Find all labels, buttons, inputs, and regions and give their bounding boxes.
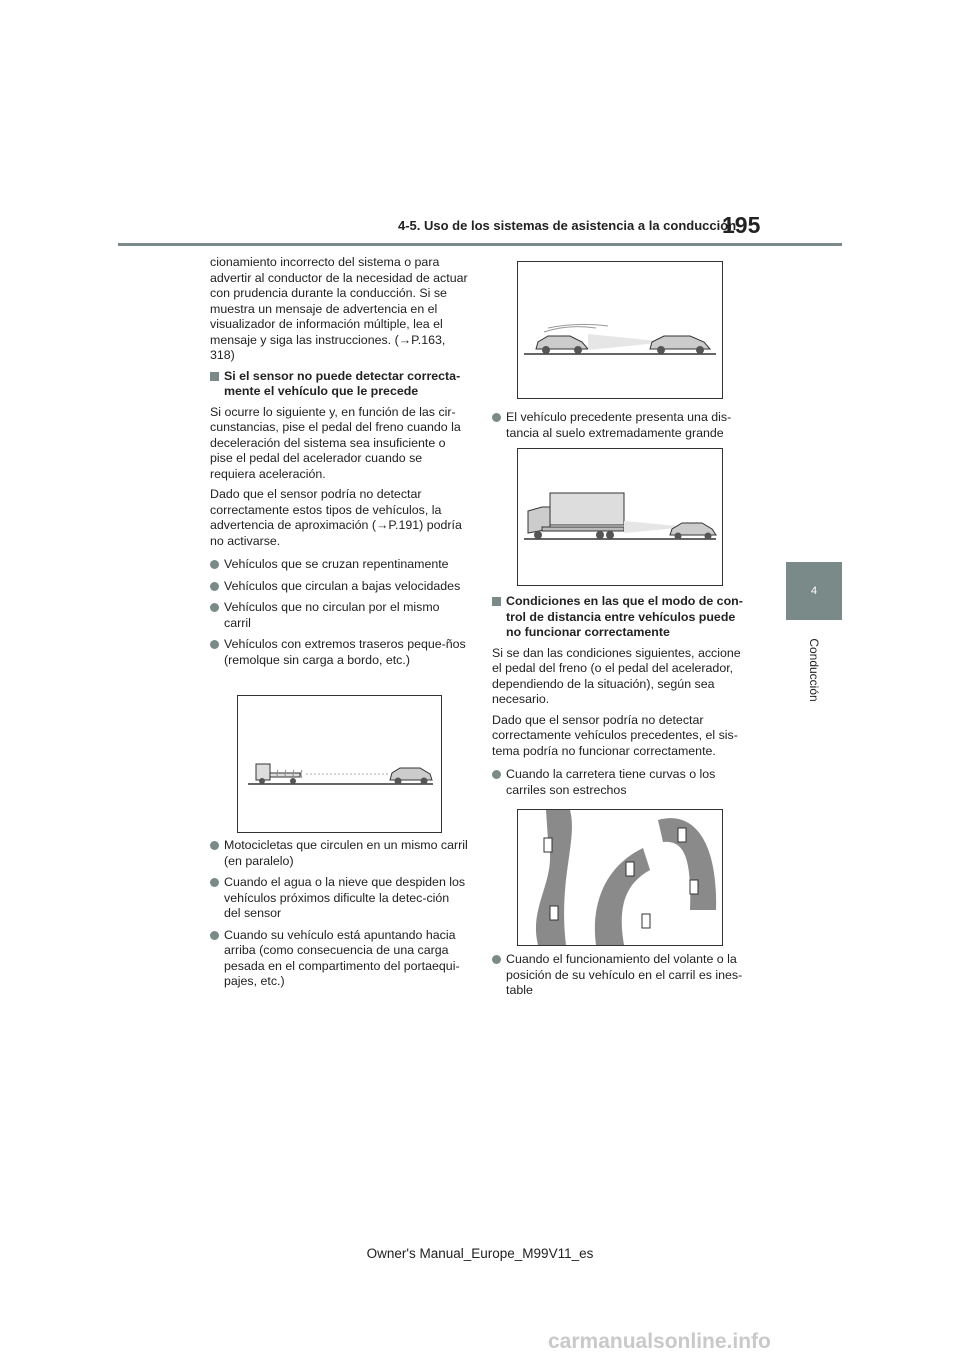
bullet-icon bbox=[492, 770, 501, 779]
list-item: Cuando su vehículo está apuntando hacia arriba (como consecuencia de una carga pesada en el compartimento del portaequi-pajes, etc.) bbox=[210, 928, 468, 990]
list-item: Vehículos que circulan a bajas velocidades bbox=[210, 579, 468, 595]
square-bullet-icon bbox=[210, 372, 219, 381]
right-column-bottom bbox=[492, 952, 750, 1005]
header-rule bbox=[118, 243, 842, 246]
section-title: 4-5. Uso de los sistemas de asistencia a la conducción bbox=[398, 218, 737, 233]
following-car-illustration bbox=[517, 261, 723, 399]
bullet-icon bbox=[210, 841, 219, 850]
section-heading: Si el sensor no puede detectar correcta-mente el vehículo que le precede bbox=[210, 369, 468, 400]
trailer-illustration bbox=[237, 695, 442, 833]
paragraph: Dado que el sensor podría no detectar correctamente estos tipos de vehículos, la advertencia de aproximación (→P.191) podría no activarse. bbox=[210, 487, 462, 548]
left-column bbox=[210, 255, 468, 674]
truck-illustration bbox=[517, 448, 723, 586]
chapter-name bbox=[786, 630, 842, 710]
list-item: Motocicletas que circulen en un mismo carril (en paralelo) bbox=[210, 838, 468, 869]
watermark: carmanualsonline.info bbox=[548, 1330, 771, 1353]
right-column-lower bbox=[492, 592, 750, 804]
square-bullet-icon bbox=[492, 597, 501, 606]
footer-text: Owner's Manual_Europe_M99V11_es bbox=[366, 1246, 594, 1261]
list-item: Cuando el agua o la nieve que despiden los vehículos próximos dificulte la detec-ción del sensor bbox=[210, 875, 468, 922]
bullet-icon bbox=[492, 413, 501, 422]
right-column bbox=[492, 410, 750, 447]
paragraph: Si ocurre lo siguiente y, en función de las cir-cunstancias, pise el pedal del freno cuando la deceleración del sistema sea insuficiente o pise el pedal del acelerador cuando se requiera aceleración. bbox=[210, 404, 461, 481]
list-item: El vehículo precedente presenta una dis-tancia al suelo extremadamente grande bbox=[492, 410, 750, 441]
chapter-tab: 4 bbox=[786, 562, 842, 620]
list-item: Vehículos que no circulan por el mismo carril bbox=[210, 600, 468, 631]
paragraph: Si se dan las condiciones siguientes, accione el pedal del freno (o el pedal del acelerador, dependiendo de la situación), según sea necesario. bbox=[492, 645, 741, 706]
bullet-icon bbox=[210, 931, 219, 940]
bullet-icon bbox=[210, 603, 219, 612]
curved-road-illustration bbox=[517, 809, 723, 946]
list-item: Cuando el funcionamiento del volante o la posición de su vehículo en el carril es ines-table bbox=[492, 952, 750, 999]
paragraph: Dado que el sensor podría no detectar correctamente vehículos precedentes, el sis-tema podría no funcionar correctamente. bbox=[492, 712, 738, 758]
chapter-name-label: Conducción bbox=[807, 638, 821, 702]
section-heading: Condiciones en las que el modo de con-trol de distancia entre vehículos puede no funcionar correctamente bbox=[492, 594, 750, 641]
left-column-lower bbox=[210, 838, 468, 996]
bullet-icon bbox=[210, 582, 219, 591]
list-item: Vehículos con extremos traseros peque-ños (remolque sin carga a bordo, etc.) bbox=[210, 637, 468, 668]
list-item: Cuando la carretera tiene curvas o los carriles son estrechos bbox=[492, 767, 750, 798]
bullet-icon bbox=[492, 955, 501, 964]
page-number: 195 bbox=[722, 212, 761, 238]
list-item: Vehículos que se cruzan repentinamente bbox=[210, 557, 468, 573]
bullet-icon bbox=[210, 560, 219, 569]
bullet-icon bbox=[210, 640, 219, 649]
bullet-icon bbox=[210, 878, 219, 887]
paragraph: cionamiento incorrecto del sistema o para advertir al conductor de la necesidad de actuar con prudencia durante la conducción. Si se muestra un mensaje de advertencia en el visualizador de información múltiple, lea el mensaje y siga las instrucciones. (→P.163, 318) bbox=[210, 255, 468, 362]
